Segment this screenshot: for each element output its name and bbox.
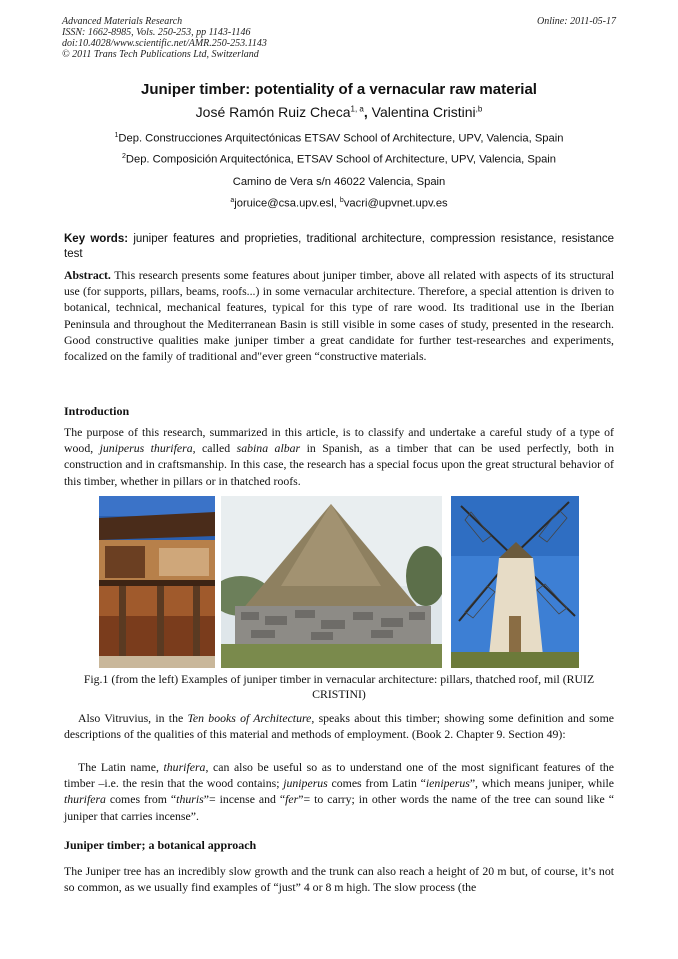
text-run: ”= to carry; in other words the name of the tree can sound like “ juniper that carries incense”.: [64, 792, 614, 823]
address: Camino de Vera s/n 46022 Valencia, Spain: [232, 176, 446, 188]
photo-windmill: [451, 496, 579, 668]
body-paragraph: [64, 710, 614, 742]
abstract-text: This research presents some features about juniper timber, above all related with aspects of its structural use (for supports, pillars, beams, roofs...) in some vernacular architecture. Therefore, a special attention is driven to botanical, technical, mechanical features, typical for this type of rare wood. Its traditional use in the Iberian Peninsula and throughout the Mediterranean Basin is still visible in some cases of study, presented in the research. Good constructive qualities make juniper timber a great candidate for further test-researches and experiments, focalized on the family of traditional and"ever green “constructive materials.: [64, 268, 614, 364]
email-sup: b: [339, 197, 344, 204]
journal-issn: ISSN: 1662-8985, Vols. 250-253, pp 1143-1146: [62, 27, 251, 38]
figure-caption: Fig.1 (from the left) Examples of juniper timber in vernacular architecture: pillars, thatched roof, mil (RUIZ CRISTINI): [83, 672, 595, 701]
text-run: in Spanish, as a timber that can be used perfectly, both in construction and in craftsmanship. In this case, the research has a special focus upon the great structural behavior of this timber, whether in pillars or in thatched roofs.: [64, 441, 614, 488]
text-run: comes from “: [105, 792, 177, 807]
intro-paragraph: [64, 424, 614, 489]
author-name: Valentina Cristini: [371, 104, 476, 120]
text-run: , speaks about this timber; showing some definition and some descriptions of the qualities of this material and methods of employment. (Book 2. Chapter 9. Section 49):: [64, 711, 614, 742]
text-run: ”= incense and “: [203, 792, 286, 807]
italic-run: thurifera: [64, 792, 106, 807]
text-run: comes from Latin “: [327, 776, 426, 791]
section-heading-introduction: Introduction: [64, 404, 130, 418]
email-a: joruice@csa.upv.esl,: [234, 197, 340, 210]
text-run: Also Vitruvius, in the: [78, 711, 188, 725]
keywords-label: Key words:: [64, 233, 129, 245]
journal-name: Advanced Materials Research: [62, 16, 183, 27]
journal-header: [62, 16, 616, 60]
text-run: called: [195, 441, 237, 456]
body-paragraph: [64, 759, 614, 824]
keywords: [64, 232, 614, 262]
author-name: José Ramón Ruiz Checa: [195, 104, 351, 120]
abstract: [64, 267, 614, 364]
italic-run: fer: [285, 792, 299, 807]
italic-run: thurifera: [163, 760, 206, 774]
author-separator: ,: [363, 104, 372, 120]
author-sup: 1, a: [350, 104, 364, 114]
italic-run: ieniperus: [425, 776, 470, 791]
photo-thatched-roof: [221, 496, 442, 668]
journal-copyright: © 2011 Trans Tech Publications Ltd, Switzerland: [62, 49, 259, 60]
keywords-text: juniper features and proprieties, traditional architecture, compression resistance, resistance test: [64, 233, 614, 260]
botany-paragraph: The Juniper tree has an incredibly slow growth and the trunk can also reach a height of 20 m but, of course, it’s not so common, as we usually find examples of “just” 4 or 8 m high. The slow process (the: [64, 864, 614, 895]
italic-run: Ten books of Architecture: [187, 711, 312, 725]
paper-title: Juniper timber: potentiality of a vernacular raw material: [141, 81, 537, 98]
journal-doi: doi:10.4028/www.scientific.net/AMR.250-253.1143: [62, 38, 267, 49]
section-heading-botanical: Juniper timber; a botanical approach: [64, 838, 257, 852]
italic-run: juniperus thurifera,: [99, 441, 196, 456]
email-sup: a: [230, 197, 235, 204]
emails: [0, 197, 678, 210]
photo-pillars-house: [99, 496, 215, 668]
email-b: vacri@upvnet.upv.es: [343, 197, 448, 210]
author-sup: ,b: [475, 104, 483, 114]
text-run: ”, which means juniper, while: [469, 776, 614, 791]
text-run: The purpose of this research, summarized in this article, is to classify and undertake a careful study of a type of wood,: [64, 425, 614, 456]
affiliation-2: [0, 153, 678, 166]
online-date: Online: 2011-05-17: [537, 16, 616, 27]
italic-run: sabina albar: [236, 441, 301, 456]
aff-sup: 1: [114, 132, 119, 139]
aff-text: Dep. Construcciones Arquitectónicas ETSAV School of Architecture, UPV, Valencia, Spain: [118, 132, 564, 145]
text-run: The Latin name,: [78, 760, 164, 774]
abstract-label: Abstract.: [64, 268, 111, 282]
aff-sup: 2: [121, 153, 126, 160]
text-run: , can also be useful so as to understand one of the most significant features of the timber –i.e. the resin that the wood contains;: [64, 760, 614, 791]
aff-text: Dep. Composición Arquitectónica, ETSAV School of Architecture, UPV, Valencia, Spain: [125, 153, 557, 166]
italic-run: thuris: [176, 792, 204, 807]
authors-line: [0, 104, 678, 120]
affiliation-1: [0, 132, 678, 145]
italic-run: juniperus: [283, 776, 328, 791]
